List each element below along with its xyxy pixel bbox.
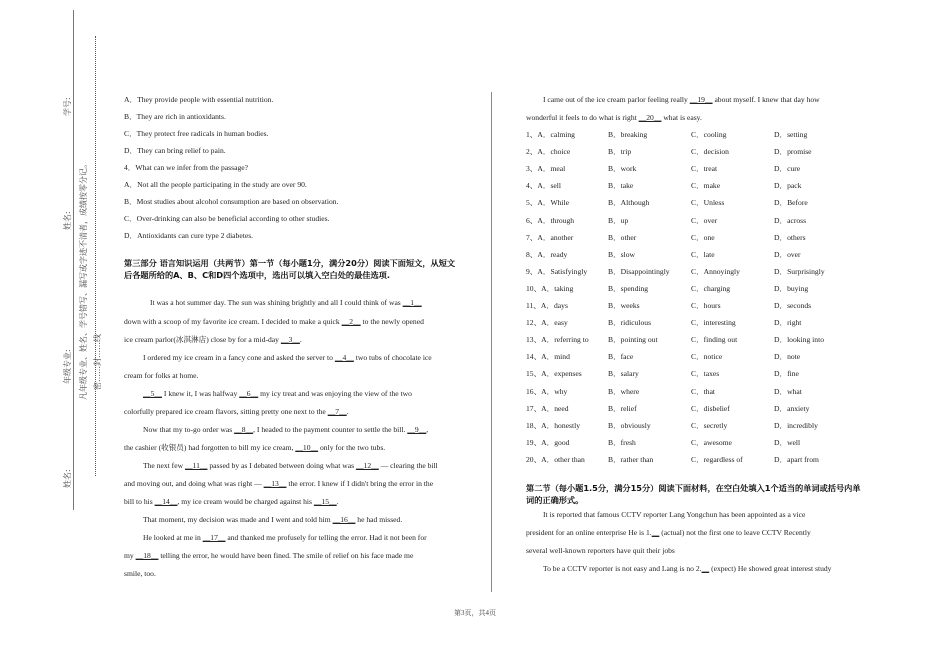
blank-17: __17__ [202, 533, 226, 542]
option-choice-c: C．cooling [691, 130, 727, 139]
option-choice-d: D．apart from [774, 454, 819, 464]
blank-8: __8__ [234, 425, 254, 434]
section2-heading: 第二节（每小题1.5分，满分15分）阅读下面材料，在空白处填入1个适当的单词或括号内单词的正确形式。 [526, 483, 861, 505]
option-choice-b: B．pointing out [608, 335, 658, 345]
option-row [526, 369, 866, 379]
blank-19: __19__ [689, 95, 713, 104]
option-row [526, 147, 866, 157]
option-choice-a: 15、A．expenses [526, 369, 582, 379]
name-label: 姓名: [63, 211, 72, 230]
blank-2: __2__ [341, 317, 361, 326]
option-choice-d: D．right [774, 318, 802, 328]
option-choice-b: B．spending [608, 283, 649, 293]
option-choice-b: B．other [608, 232, 637, 242]
option-row [526, 130, 866, 140]
q4-option-d: D．Antioxidants can cure type 2 diabetes. [124, 231, 254, 240]
blank-7: __7__ [327, 407, 347, 416]
option-choice-b: B．salary [608, 369, 639, 379]
option-choice-a: 5、A．While [526, 198, 570, 208]
q4-option-c: C．Over-drinking can also be beneficial according to other studies. [124, 214, 330, 223]
option-choice-c: C．make [691, 181, 721, 191]
option-choice-a: 8、A．ready [526, 249, 568, 259]
blank-14: __14__ [154, 497, 178, 506]
option-choice-a: 2、A．choice [526, 147, 571, 157]
grammar-line-4: To be a CCTV reporter is not easy and Lang is no 2.__ (expect) He showed great interest study [543, 564, 832, 573]
option-choice-a: 16、A．why [526, 386, 568, 396]
option-choice-a: 19、A．good [526, 437, 570, 447]
passage-line-1: It was a hot summer day. The sun was shining brightly and all I could think of was __1__ [150, 298, 422, 307]
option-choice-d: D．over [774, 249, 801, 259]
blank-16: __16__ [332, 515, 356, 524]
blank-15: __15__ [313, 497, 337, 506]
option-choice-b: B．slow [608, 249, 636, 259]
passage-line-7: colorfully prepared ice cream flavors, sitting pretty one next to the __7__. [124, 407, 349, 416]
option-choice-a: 9、A．Satisfyingly [526, 266, 588, 276]
blank-5: __5__ [143, 389, 162, 398]
option-row [526, 301, 866, 311]
option-choice-a: 4、A．sell [526, 181, 562, 191]
passage-line-13: That moment, my decision was made and I went and told him __16__ he had missed. [143, 515, 403, 524]
option-choice-d: D．buying [774, 283, 809, 293]
option-choice-a: 14、A．mind [526, 352, 570, 362]
blank-6: __6__ [239, 389, 259, 398]
passage-line-15: my __18__ telling the error, he would have been fined. The smile of relief on his face made me [124, 551, 414, 560]
option-choice-c: C．over [691, 215, 718, 225]
option-choice-a: 1、A．calming [526, 130, 575, 139]
seal-dotted-line [95, 36, 96, 476]
passage-line-3: ice cream parlor(冰淇淋店) close by for a mid-day __3__. [124, 335, 302, 344]
q4-question: 4．What can we infer from the passage? [124, 163, 248, 172]
option-choice-b: B．ridiculous [608, 318, 652, 328]
option-row [526, 216, 866, 226]
option-choice-c: C．one [691, 232, 715, 242]
option-row [526, 421, 866, 431]
option-choice-c: C．notice [691, 352, 723, 362]
grammar-line-3: several well-known reporters have quit their jobs [526, 546, 675, 555]
option-choice-c: C．that [691, 386, 716, 396]
passage-line-11: and moving out, and doing what was right — __13__ the error. I knew if I didn't bring the error in the [124, 479, 434, 488]
option-choice-b: B．weeks [608, 301, 640, 310]
q3-option-c: C．They protect free radicals in human bodies. [124, 129, 269, 138]
option-choice-c: C．awesome [691, 437, 732, 447]
grammar-blank-2: __ [701, 564, 710, 573]
option-choice-d: D．what [774, 386, 802, 396]
option-choice-c: C．treat [691, 164, 718, 174]
option-choice-c: C．hours [691, 301, 721, 310]
class-label: 年级专业: [63, 349, 72, 384]
option-choice-d: D．seconds [774, 301, 812, 310]
option-choice-c: C．charging [691, 283, 731, 293]
section3-heading: 第三部分 语言知识运用（共两节）第一节（每小题1分，满分20分）阅读下面短文，从短文后各题所给的A、B、C和D四个选项中，选出可以填入空白处的最佳选项. [124, 258, 456, 280]
option-row [526, 198, 866, 208]
option-choice-c: C．decision [691, 147, 729, 157]
option-row [526, 335, 866, 345]
student-id-label: 学号: [63, 97, 72, 116]
school-label: 姓名: [63, 469, 72, 488]
q4-option-a: A．Not all the people participating in the study are over 90. [124, 180, 307, 189]
passage-line-10: The next few __11__ passed by as I debated between doing what was __12__ — clearing the bill [143, 461, 438, 470]
seal-notice: 凡年级专业、姓名、学号错写、漏写或字迹不清者，成绩按零分记。 [79, 160, 88, 400]
option-choice-d: D．note [774, 352, 801, 362]
option-choice-a: 11、A．days [526, 301, 568, 310]
option-choice-a: 12、A．easy [526, 318, 568, 328]
q4-option-b: B．Most studies about alcohol consumption are based on observation. [124, 197, 339, 206]
grammar-blank-1: __ [651, 528, 660, 537]
q3-option-d: D．They can bring relief to pain. [124, 146, 226, 155]
seal-line-text: 密……封……线 [93, 334, 102, 390]
option-choice-c: C．secretly [691, 420, 728, 430]
option-choice-c: C．interesting [691, 318, 736, 328]
blank-20: __20__ [638, 113, 662, 122]
passage-line-5: cream for folks at home. [124, 371, 199, 380]
option-row [526, 352, 866, 362]
option-choice-d: D．Surprisingly [774, 266, 825, 276]
option-row [526, 455, 866, 465]
passage-line-17: I came out of the ice cream parlor feeling really __19__ about myself. I knew that day how [543, 95, 820, 104]
passage-line-9: the cashier (收银员) had forgotten to bill my ice cream, __10__ only for the two tubs. [124, 443, 386, 452]
passage-line-14: He looked at me in __17__ and thanked me profusely for telling the error. Had it not been for [143, 533, 427, 542]
option-row [526, 250, 866, 260]
blank-12: __12__ [355, 461, 379, 470]
option-choice-c: C．Unless [691, 198, 725, 208]
option-choice-a: 7、A．another [526, 232, 574, 242]
q3-option-b: B．They are rich in antioxidants. [124, 112, 226, 121]
option-choice-b: B．take [608, 181, 634, 191]
option-choice-b: B．Disappointingly [608, 266, 670, 276]
blank-10: __10__ [295, 443, 319, 452]
margin-rule-left [73, 10, 74, 510]
option-choice-c: C．disbelief [691, 403, 730, 413]
option-choice-b: B．relief [608, 403, 637, 413]
option-choice-d: D．pack [774, 181, 802, 191]
q3-option-a: A．They provide people with essential nutrition. [124, 95, 274, 104]
option-choice-b: B．work [608, 164, 637, 174]
option-row [526, 404, 866, 414]
option-choice-d: D．fine [774, 369, 799, 379]
option-choice-c: C．regardless of [691, 454, 743, 464]
option-choice-d: D．others [774, 232, 806, 242]
option-choice-b: B．breaking [608, 130, 648, 139]
passage-line-2: down with a scoop of my favorite ice cream. I decided to make a quick __2__ to the newly opened [124, 317, 424, 326]
option-choice-d: D．promise [774, 147, 812, 157]
option-choice-a: 6、A．through [526, 215, 575, 225]
option-choice-c: C．late [691, 249, 715, 259]
option-choice-b: B．fresh [608, 437, 636, 447]
option-row [526, 267, 866, 277]
option-choice-c: C．finding out [691, 335, 738, 345]
blank-3: __3__ [280, 335, 300, 344]
option-choice-a: 17、A．need [526, 403, 569, 413]
grammar-line-1: It is reported that famous CCTV reporter Lang Yongchun has been appointed as a vice [543, 510, 806, 519]
passage-line-8: Now that my to-go order was __8__, I headed to the payment counter to settle the bill. __9__, [143, 425, 429, 434]
blank-4: __4__ [334, 353, 354, 362]
option-row [526, 284, 866, 294]
passage-line-18: wonderful it feels to do what is right __20__ what is easy. [526, 113, 702, 122]
option-choice-d: D．cure [774, 164, 801, 174]
option-choice-b: B．up [608, 215, 629, 225]
option-choice-b: B．face [608, 352, 634, 362]
option-choice-d: D．anxiety [774, 403, 810, 413]
option-row [526, 181, 866, 191]
option-choice-c: C．Annoyingly [691, 266, 740, 276]
option-choice-d: D．incredibly [774, 420, 818, 430]
option-choice-d: D．looking into [774, 335, 824, 345]
option-row [526, 438, 866, 448]
option-choice-a: 13、A．referring to [526, 335, 589, 345]
blank-1: __1__ [402, 298, 422, 307]
passage-line-6: __5__ I knew it, I was halfway __6__ my icy treat and was enjoying the view of the two [143, 389, 412, 398]
option-choice-b: B．where [608, 386, 640, 396]
option-row [526, 387, 866, 397]
page-footer: 第3页，共4页 [454, 609, 496, 617]
blank-9: __9__ [407, 425, 427, 434]
option-choice-d: D．across [774, 215, 807, 225]
option-row [526, 164, 866, 174]
blank-18: __18__ [135, 551, 159, 560]
option-choice-a: 3、A．meal [526, 164, 566, 174]
option-choice-a: 20、A．other than [526, 454, 585, 464]
option-choice-a: 10、A．taking [526, 283, 574, 293]
option-choice-a: 18、A．honestly [526, 420, 580, 430]
column-divider [491, 92, 492, 592]
option-choice-b: B．Although [608, 198, 650, 208]
option-choice-b: B．rather than [608, 454, 654, 464]
option-choice-b: B．obviously [608, 420, 651, 430]
blank-11: __11__ [184, 461, 208, 470]
option-choice-d: D．setting [774, 130, 808, 139]
option-choice-b: B．trip [608, 147, 632, 157]
passage-line-16: smile, too. [124, 569, 156, 578]
option-row [526, 318, 866, 328]
option-choice-d: D．Before [774, 198, 808, 208]
option-row [526, 233, 866, 243]
option-choice-d: D．well [774, 437, 801, 447]
grammar-line-2: president for an online enterprise He is 1.__ (actual) not the first one to leave CCTV Recently [526, 528, 811, 537]
passage-line-12: bill to his __14__, my ice cream would be charged against his __15__. [124, 497, 339, 506]
passage-line-4: I ordered my ice cream in a fancy cone and asked the server to __4__ two tubs of chocolate ice [143, 353, 432, 362]
blank-13: __13__ [263, 479, 287, 488]
option-choice-c: C．taxes [691, 369, 720, 379]
